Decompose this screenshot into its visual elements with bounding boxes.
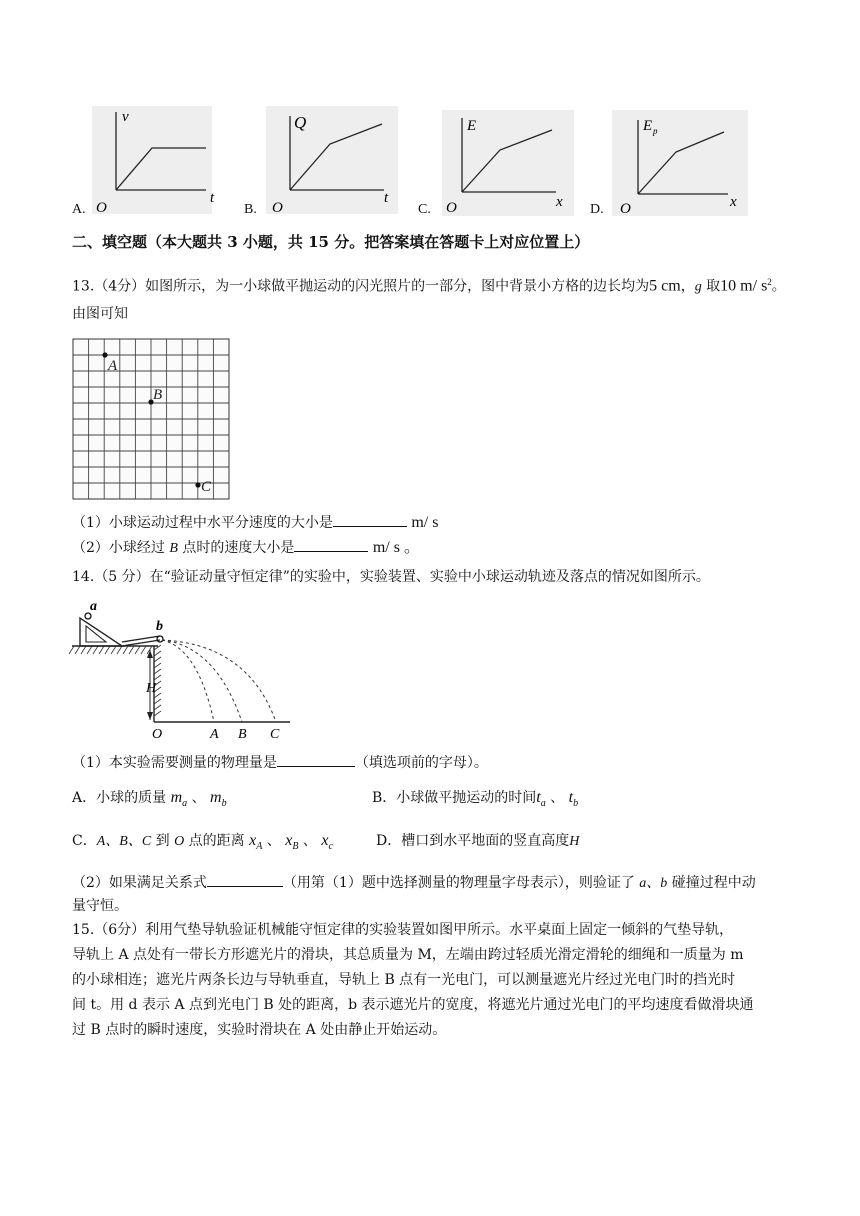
fig-label-a: a (90, 599, 97, 614)
graph-b-y-axis: Q (294, 113, 307, 132)
graph-d-origin: O (620, 201, 631, 217)
q13-sub1: （1）小球运动过程中水平分速度的大小是 m/ s (72, 514, 439, 531)
graph-d-y-axis: E (643, 118, 653, 134)
fig-label-C: C (270, 727, 280, 742)
graph-a (116, 112, 206, 190)
q14-answer-blank-2[interactable] (207, 872, 283, 887)
fig-label-b: b (156, 619, 163, 634)
q14-sub1: （1）本实验需要测量的物理量是 （填选项前的字母）。 (72, 752, 488, 773)
q13-g-value: 10 m/ s (720, 277, 768, 295)
point-a (102, 352, 107, 357)
q13-flash-photo-grid (72, 338, 234, 502)
q13-stem: 13.（4分）如图所示，为一小球做平抛运动的闪光照片的一部分，图中背景小方格的边长均为5 cm，g 取10 m/ $s^2$。 (72, 277, 786, 295)
q15-line1: 15.（6分）利用气垫导轨验证机械能守恒定律的实验装置如图甲所示。水平桌面上固定一倾斜的气垫导轨， (72, 922, 734, 938)
point-c-label: C (201, 479, 212, 495)
q15-line5: 过 B 点时的瞬时速度，实验时滑块在 A 处由静止开始运动。 (72, 1022, 447, 1038)
graph-a-x-axis: t (210, 190, 215, 206)
q14-answer-blank-1[interactable] (277, 752, 355, 767)
option-d-label: D. (590, 202, 604, 217)
q15-line2: 导轨上 A 点处有一带长方形遮光片的滑块，其总质量为 M，左端由跨过轻质光滑定滑轮的细绳和一质量为 m (72, 947, 744, 963)
graph-a-y-axis: v (122, 109, 129, 125)
graph-d-y-axis-sub: p (653, 126, 658, 136)
q14-sub2-line2: 量守恒。 (72, 898, 128, 914)
point-b-label: B (153, 387, 163, 403)
graph-b-origin: O (272, 200, 283, 216)
q14-stem: 14.（5 分）在“验证动量守恒定律”的实验中，实验装置、实验中小球运动轨迹及落点的情况如图所示。 (72, 569, 710, 585)
q13-answer-blank-1[interactable] (333, 512, 407, 527)
q14-momentum-apparatus-figure (66, 598, 296, 742)
q15-line3: 的小球相连；遮光片两条长边与导轨垂直，导轨上 B 点有一光电门，可以测量遮光片经过光电门时的挡光时 (72, 972, 736, 988)
q15-line4: 间 t。用 d 表示 A 点到光电门 B 处的距离，b 表示遮光片的宽度，将遮光片通过光电门的平均速度看做滑块通 (72, 997, 754, 1013)
point-c (195, 482, 200, 487)
graph-c-x-axis: x (556, 194, 563, 210)
graph-options-figure (0, 0, 860, 220)
option-c-label: C. (418, 202, 431, 217)
q13-line2: 由图可知 (72, 306, 128, 322)
graph-d-x-axis: x (730, 194, 737, 210)
option-b-label: B. (244, 202, 257, 217)
q14-option-b: B．小球做平抛运动的时间$t_a$ 、 $t_b$ (372, 789, 579, 809)
fig-label-H: H (146, 681, 157, 696)
q14-sub2: （2）如果满足关系式 （用第（1）题中选择测量的物理量字母表示），则验证了 a、b 碰撞过程中动 (72, 872, 756, 894)
option-a-label: A. (72, 202, 86, 217)
q14-option-c: C．A、B、C 到 O 点的距离 $x_A$ 、 $x_B$ 、 $x_c$ (72, 832, 333, 852)
fig-label-B: B (238, 727, 247, 742)
q13-length: 5 cm (649, 277, 681, 295)
q14-option-d: D．槽口到水平地面的竖直高度H (376, 833, 580, 849)
fig-label-O: O (152, 727, 163, 742)
q13-sub2: （2）小球经过 B 点时的速度大小是 m/ s 。 (72, 539, 420, 556)
graph-b-x-axis: t (384, 190, 389, 206)
graph-a-origin: O (96, 200, 107, 216)
graph-c-y-axis: E (467, 118, 477, 134)
point-a-label: A (108, 358, 118, 374)
q13-answer-blank-2[interactable] (294, 537, 368, 552)
section-heading: 二、填空题（本大题共 3 小题，共 15 分。把答案填在答题卡上对应位置上） (72, 233, 590, 251)
graph-c-origin: O (446, 200, 457, 216)
q14-option-a: A．小球的质量 $m_a$ 、 $m_b$ (72, 789, 227, 809)
fig-label-A: A (210, 727, 219, 742)
